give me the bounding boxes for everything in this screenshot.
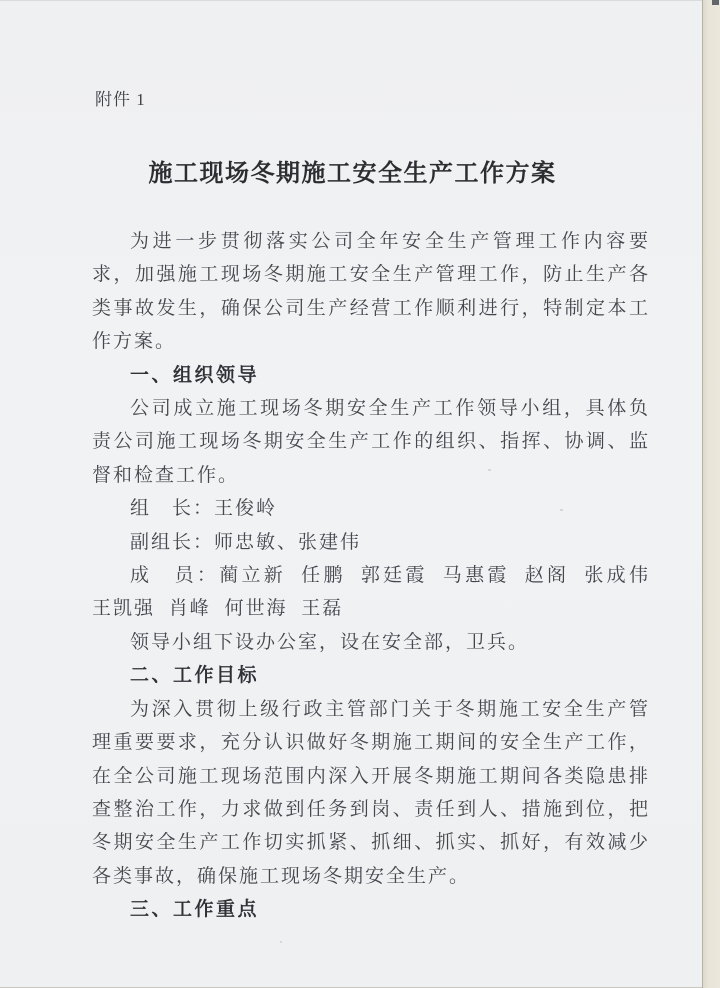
scan-corner-speck (712, 0, 719, 5)
section-2-paragraph: 为深入贯彻上级行政主管部门关于冬期施工安全生产管理重要要求，充分认识做好冬期施工期间的安全生产工作，在全公司施工现场范围内深入开展冬期施工期间各类隐患排查整治工作，力求做到任务到岗、责任到人、措施到位，把冬期安全生产工作切实抓紧、抓细、抓实、抓好，有效减少各类事故，确保施工现场冬期安全生产。 (92, 698, 650, 887)
section-1-heading: 一、组织领导 (130, 364, 260, 386)
section-3-heading: 三、工作重点 (130, 899, 260, 921)
section-1-paragraph: 公司成立施工现场冬期安全生产工作领导小组，具体负责公司施工现场冬期安全生产工作的组织、指挥、协调、监督和检查工作。 (92, 398, 650, 486)
section-2-heading: 二、工作目标 (130, 665, 260, 687)
scan-blemish (488, 469, 491, 471)
office-line: 领导小组下设办公室，设在安全部，卫兵。 (130, 631, 530, 653)
scan-right-page-edge (702, 0, 720, 988)
scan-blemish (560, 509, 563, 511)
intro-paragraph: 为进一步贯彻落实公司全年安全生产管理工作内容要求，加强施工现场冬期施工安全生产管理工作，防止生产各类事故发生，确保公司生产经营工作顺利进行，特制定本工作方案。 (92, 231, 650, 353)
document-body (92, 225, 650, 927)
document-title: 施工现场冬期施工安全生产工作方案 (148, 161, 557, 187)
attachment-label: 附件 1 (95, 90, 146, 109)
deputy-leader-line: 副组长：师忠敏、张建伟 (130, 531, 362, 553)
leader-line: 组 长：王俊岭 (130, 498, 278, 520)
scan-blemish (280, 941, 282, 943)
members-line: 成 员：蔺立新 任鹏 郭廷霞 马惠霞 赵阁 张成伟 王凯强 肖峰 何世海 王磊 (92, 565, 650, 620)
